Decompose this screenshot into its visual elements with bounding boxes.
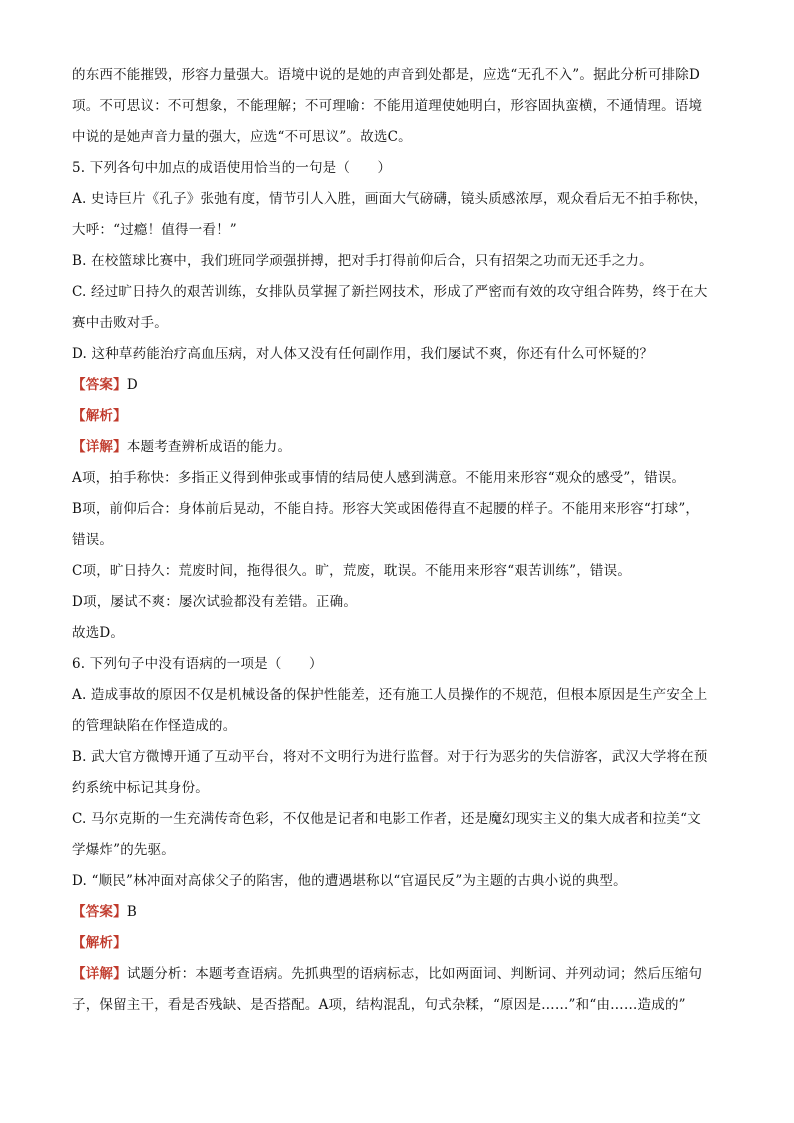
- section-text: B: [126, 904, 137, 920]
- text-line: 故选D。: [72, 625, 125, 641]
- section-text: 本题考查辨析成语的能力。: [126, 439, 292, 455]
- text-line: A. 史诗巨片《孔子》张弛有度，情节引人入胜，画面大气磅礴，镜头质感浓厚，观众看后无不拍手称快，: [72, 191, 708, 207]
- section-text: D: [126, 377, 138, 393]
- text-line: 5. 下列各句中加点的成语使用恰当的一句是（ ）: [72, 160, 392, 176]
- text-line: 项。不可思议：不可想象，不能理解；不可理喻：不能用道理使她明白，形容固执蛮横，不通情理。语境: [72, 98, 703, 114]
- document-page: [72, 60, 728, 1021]
- section-text: 试题分析：本题考查语病。先抓典型的语病标志，比如两面词、判断词、并列动词；然后压缩句: [126, 966, 703, 982]
- section-tag: 【答案】: [72, 377, 127, 393]
- text-line: C. 经过旷日持久的艰苦训练，女排队员掌握了新拦网技术，形成了严密而有效的攻守组合阵势，终于在大: [72, 284, 708, 300]
- text-line: C. 马尔克斯的一生充满传奇色彩，不仅他是记者和电影工作者，还是魔幻现实主义的集大成者和拉美“文: [72, 811, 701, 827]
- text-line: C项，旷日持久：荒废时间，拖得很久。旷，荒废，耽误。不能用来形容“艰苦训练”，错误。: [72, 563, 632, 579]
- section-line: [72, 401, 728, 432]
- text-line: A项，拍手称快：多指正义得到伸张或事情的结局使人感到满意。不能用来形容“观众的感受”，错误。: [72, 470, 686, 486]
- text-line: 的东西不能摧毁，形容力量强大。语境中说的是她的声音到处都是，应选“无孔不入”。据此分析可排除D: [72, 67, 701, 83]
- section-tag: 【详解】: [72, 439, 127, 455]
- section-line: [72, 928, 728, 959]
- text-line: D项，屡试不爽：屡次试验都没有差错。正确。: [72, 594, 358, 610]
- text-line: 约系统中标记其身份。: [72, 780, 209, 796]
- text-line: 的管理缺陷在作怪造成的。: [72, 718, 237, 734]
- section-line: [72, 897, 728, 928]
- text-line: B项，前仰后合：身体前后晃动，不能自持。形容大笑或困倦得直不起腰的样子。不能用来形容“打球”，: [72, 501, 700, 517]
- text-line: 错误。: [72, 532, 114, 548]
- section-tag: 【解析】: [72, 935, 127, 951]
- text-line: B. 武大官方微博开通了互动平台，将对不文明行为进行监督。对于行为恶劣的失信游客，武汉大学将在预: [72, 749, 708, 765]
- section-tag: 【详解】: [72, 966, 127, 982]
- text-line: A. 造成事故的原因不仅是机械设备的保护性能差，还有施工人员操作的不规范，但根本原因是生产安全上: [72, 687, 708, 703]
- section-line: [72, 370, 728, 401]
- text-line: D. “顺民”林冲面对高俅父子的陷害，他的遭遇堪称以“官逼民反”为主题的古典小说的典型。: [72, 873, 627, 889]
- text-line: D. 这种草药能治疗高血压病，对人体又没有任何副作用，我们屡试不爽，你还有什么可怀疑的？: [72, 346, 654, 362]
- text-line: 学爆炸”的先驱。: [72, 842, 176, 858]
- section-tag: 【答案】: [72, 904, 127, 920]
- section-line: [72, 959, 728, 990]
- text-line: 大呼：“过瘾！值得一看！”: [72, 222, 237, 238]
- section-tag: 【解析】: [72, 408, 127, 424]
- text-line: 子，保留主干，看是否残缺、是否搭配。A项，结构混乱，句式杂糅，“原因是……”和“由……造成的”: [72, 997, 686, 1013]
- text-line: B. 在校篮球比赛中，我们班同学顽强拼搏，把对手打得前仰后合，只有招架之功而无还手之力。: [72, 253, 653, 269]
- text-line: 赛中击败对手。: [72, 315, 168, 331]
- text-line: 6. 下列句子中没有语病的一项是（ ）: [72, 656, 323, 672]
- section-line: [72, 432, 728, 463]
- text-line: 中说的是她声音力量的强大，应选“不可思议”。故选C。: [72, 129, 412, 145]
